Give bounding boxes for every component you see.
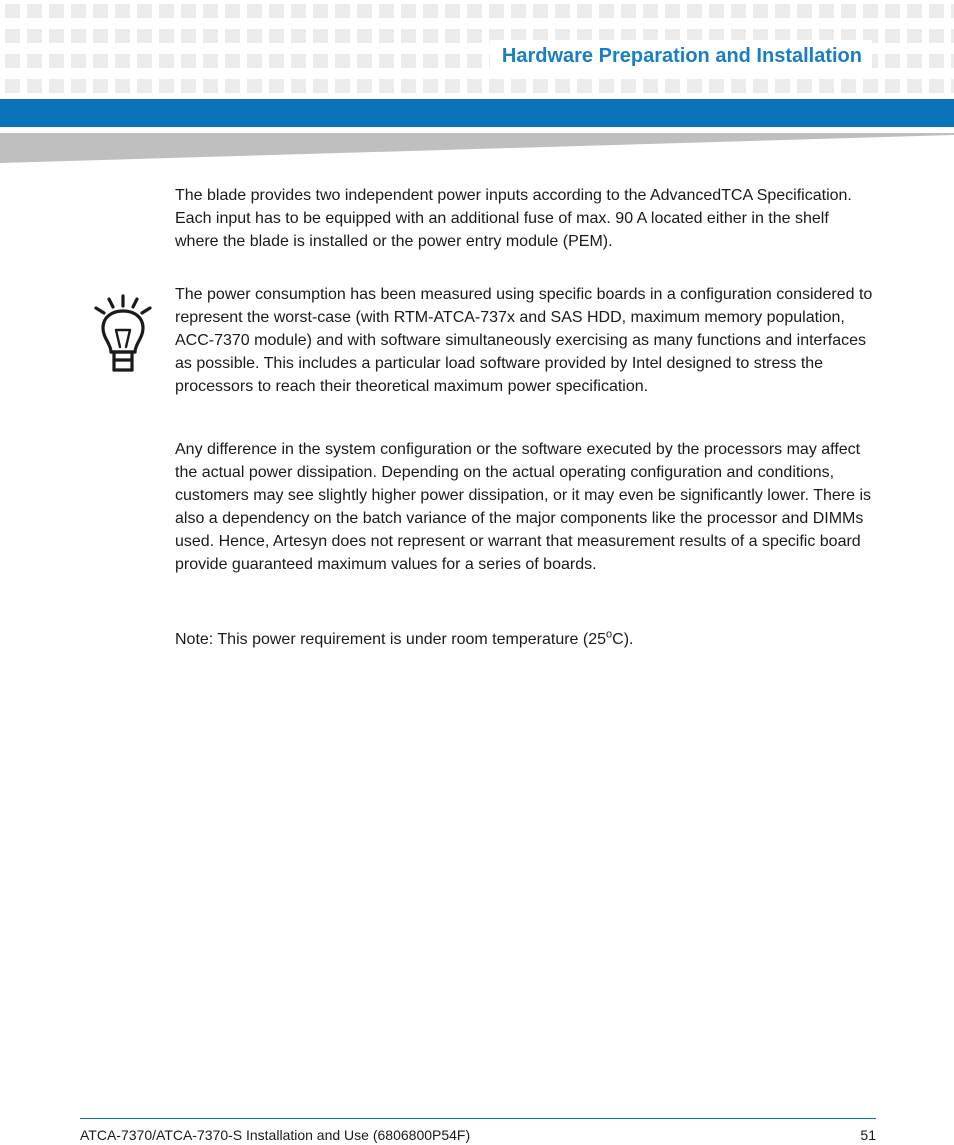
- pattern-square: [115, 79, 130, 93]
- section-title: Hardware Preparation and Installation: [490, 40, 872, 72]
- pattern-square: [115, 29, 130, 43]
- pattern-square: [401, 4, 416, 18]
- pattern-square: [709, 4, 724, 18]
- pattern-square: [269, 79, 284, 93]
- pattern-square: [181, 4, 196, 18]
- pattern-square: [775, 4, 790, 18]
- pattern-square: [5, 4, 20, 18]
- pattern-square: [467, 54, 482, 68]
- pattern-square: [753, 79, 768, 93]
- pattern-square: [357, 79, 372, 93]
- pattern-square: [533, 4, 548, 18]
- pattern-square: [335, 54, 350, 68]
- header-gray-wedge: [0, 133, 954, 163]
- pattern-square: [49, 29, 64, 43]
- header-blue-bar: [0, 99, 954, 127]
- pattern-square: [181, 29, 196, 43]
- pattern-square: [5, 79, 20, 93]
- pattern-square: [555, 4, 570, 18]
- pattern-square: [137, 4, 152, 18]
- pattern-square: [929, 29, 944, 43]
- pattern-square: [445, 4, 460, 18]
- pattern-square: [115, 4, 130, 18]
- pattern-square: [159, 29, 174, 43]
- pattern-square: [379, 4, 394, 18]
- lightbulb-icon: [92, 294, 156, 374]
- pattern-square: [731, 79, 746, 93]
- pattern-square: [93, 54, 108, 68]
- pattern-square: [401, 29, 416, 43]
- pattern-square: [335, 29, 350, 43]
- pattern-square: [621, 79, 636, 93]
- pattern-square: [71, 4, 86, 18]
- note-suffix: C).: [612, 631, 634, 648]
- pattern-square: [599, 79, 614, 93]
- pattern-square: [357, 4, 372, 18]
- notice-paragraph-2: Any difference in the system configuration or the software executed by the processors may affect the actual power dissipation. Depending on the actual operating configuration and conditions, customers may see slightly higher power dissipation, or it may even be significantly lower. There is also a dependency on the batch variance of the major components like the processor and DIMMs used. Hence, Artesyn does not represent or warrant that measurement results of a specific board provide guaranteed maximum values for a series of boards.: [175, 441, 872, 573]
- intro-paragraph: The blade provides two independent power inputs according to the AdvancedTCA Specification. Each input has to be equipped with an additional fuse of max. 90 A located either in the shelf where the blade is installed or the power entry module (PEM).: [175, 187, 852, 250]
- pattern-square: [467, 4, 482, 18]
- pattern-square: [225, 79, 240, 93]
- pattern-square: [357, 29, 372, 43]
- pattern-square: [885, 4, 900, 18]
- pattern-square: [357, 54, 372, 68]
- pattern-square: [423, 4, 438, 18]
- pattern-square: [5, 54, 20, 68]
- pattern-square: [291, 54, 306, 68]
- notice-paragraph-1: The power consumption has been measured using specific boards in a configuration considered to represent the worst-case (with RTM-ATCA-737x and SAS HDD, maximum memory population, ACC-7370 module) and with software simultaneously exercising as many functions and interfaces as possible. This includes a particular load software provided by Intel designed to stress the processors to reach their theoretical maximum power specification.: [175, 286, 873, 395]
- pattern-square: [907, 54, 922, 68]
- pattern-square: [291, 79, 306, 93]
- pattern-square: [137, 29, 152, 43]
- pattern-square: [203, 54, 218, 68]
- pattern-square: [93, 4, 108, 18]
- pattern-square: [907, 4, 922, 18]
- pattern-square: [27, 54, 42, 68]
- pattern-square: [313, 29, 328, 43]
- pattern-square: [665, 4, 680, 18]
- pattern-square: [511, 79, 526, 93]
- pattern-square: [643, 79, 658, 93]
- pattern-square: [819, 4, 834, 18]
- pattern-square: [203, 29, 218, 43]
- pattern-square: [247, 4, 262, 18]
- pattern-square: [907, 79, 922, 93]
- pattern-square: [203, 4, 218, 18]
- pattern-square: [159, 54, 174, 68]
- pattern-square: [313, 4, 328, 18]
- pattern-square: [445, 54, 460, 68]
- pattern-square: [533, 79, 548, 93]
- pattern-square: [5, 29, 20, 43]
- pattern-square: [929, 54, 944, 68]
- note-prefix: Note: This power requirement is under room temperature (25: [175, 631, 607, 648]
- pattern-square: [643, 4, 658, 18]
- pattern-square: [489, 4, 504, 18]
- pattern-square: [489, 79, 504, 93]
- pattern-square: [401, 54, 416, 68]
- pattern-square: [445, 79, 460, 93]
- pattern-square: [49, 4, 64, 18]
- pattern-square: [401, 79, 416, 93]
- pattern-square: [885, 79, 900, 93]
- pattern-square: [665, 79, 680, 93]
- pattern-square: [731, 4, 746, 18]
- pattern-square: [753, 4, 768, 18]
- pattern-square: [27, 79, 42, 93]
- pattern-square: [269, 4, 284, 18]
- pattern-square: [225, 29, 240, 43]
- pattern-square: [137, 54, 152, 68]
- pattern-square: [247, 79, 262, 93]
- pattern-square: [423, 54, 438, 68]
- pattern-square: [467, 29, 482, 43]
- page-number: 51: [860, 1127, 876, 1143]
- pattern-square: [621, 4, 636, 18]
- pattern-square: [885, 29, 900, 43]
- pattern-square: [27, 4, 42, 18]
- pattern-square: [687, 4, 702, 18]
- pattern-square: [137, 79, 152, 93]
- pattern-square: [225, 54, 240, 68]
- pattern-square: [27, 29, 42, 43]
- pattern-square: [687, 79, 702, 93]
- pattern-square: [49, 79, 64, 93]
- pattern-square: [115, 54, 130, 68]
- pattern-square: [841, 4, 856, 18]
- pattern-square: [929, 79, 944, 93]
- pattern-square: [511, 4, 526, 18]
- pattern-square: [445, 29, 460, 43]
- pattern-square: [93, 29, 108, 43]
- pattern-square: [159, 4, 174, 18]
- footer-document-title: ATCA-7370/ATCA-7370-S Installation and Use (6806800P54F): [80, 1127, 471, 1143]
- pattern-square: [819, 79, 834, 93]
- note-degree: o: [606, 628, 613, 641]
- pattern-square: [423, 29, 438, 43]
- pattern-square: [269, 29, 284, 43]
- pattern-square: [181, 79, 196, 93]
- pattern-square: [291, 29, 306, 43]
- pattern-square: [181, 54, 196, 68]
- pattern-square: [159, 79, 174, 93]
- pattern-square: [841, 79, 856, 93]
- pattern-square: [599, 4, 614, 18]
- pattern-square: [247, 54, 262, 68]
- pattern-square: [577, 79, 592, 93]
- pattern-square: [71, 54, 86, 68]
- header-background: [0, 0, 954, 96]
- pattern-square: [93, 79, 108, 93]
- pattern-square: [225, 4, 240, 18]
- pattern-square: [775, 79, 790, 93]
- pattern-square: [247, 29, 262, 43]
- footer-rule: [80, 1118, 876, 1119]
- pattern-square: [379, 79, 394, 93]
- pattern-square: [379, 29, 394, 43]
- pattern-square: [269, 54, 284, 68]
- pattern-square: [555, 79, 570, 93]
- pattern-square: [49, 54, 64, 68]
- pattern-square: [907, 29, 922, 43]
- pattern-square: [885, 54, 900, 68]
- pattern-square: [467, 79, 482, 93]
- pattern-square: [423, 79, 438, 93]
- pattern-square: [577, 4, 592, 18]
- pattern-square: [379, 54, 394, 68]
- pattern-square: [71, 29, 86, 43]
- pattern-square: [863, 4, 878, 18]
- pattern-square: [71, 79, 86, 93]
- pattern-square: [929, 4, 944, 18]
- pattern-square: [797, 79, 812, 93]
- pattern-square: [313, 54, 328, 68]
- pattern-square: [291, 4, 306, 18]
- pattern-square: [335, 4, 350, 18]
- pattern-square: [313, 79, 328, 93]
- pattern-square: [203, 79, 218, 93]
- temperature-note: [175, 628, 875, 651]
- pattern-square: [709, 79, 724, 93]
- pattern-square: [335, 79, 350, 93]
- pattern-square: [863, 79, 878, 93]
- pattern-square: [797, 4, 812, 18]
